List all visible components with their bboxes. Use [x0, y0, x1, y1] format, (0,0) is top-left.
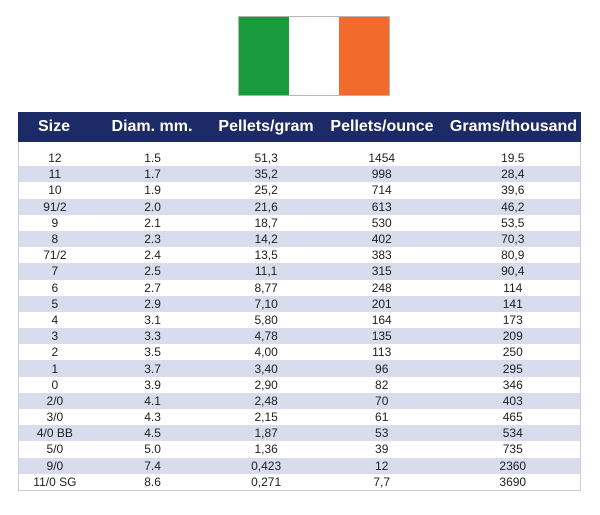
table-row [19, 458, 580, 474]
cell-pellets-per-ounce: 39 [375, 442, 389, 457]
cell-diameter: 2.5 [144, 264, 161, 279]
cell-grams-per-thousand: 346 [502, 377, 523, 392]
cell-pellets-per-gram: 25,2 [254, 183, 278, 198]
table-row [19, 296, 580, 312]
cell-pellets-per-gram: 8,77 [254, 280, 278, 295]
cell-diameter: 2.3 [144, 232, 161, 247]
cell-size: 3 [51, 329, 59, 344]
cell-pellets-per-ounce: 96 [375, 361, 389, 376]
cell-pellets-per-gram: 2,48 [254, 393, 278, 408]
table-row [19, 247, 580, 263]
cell-size: 7 [51, 264, 59, 279]
cell-pellets-per-gram: 1,87 [254, 426, 278, 441]
cell-grams-per-thousand: 209 [502, 329, 523, 344]
cell-pellets-per-ounce: 61 [375, 410, 389, 425]
header-pellets-per-gram: Pellets/gram [218, 118, 314, 135]
cell-diameter: 5.0 [144, 442, 161, 457]
cell-size: 6 [51, 280, 59, 295]
table-row [19, 166, 580, 182]
cell-size: 12 [48, 151, 62, 166]
flag-stripe-white [289, 17, 339, 95]
cell-pellets-per-gram: 7,10 [254, 296, 278, 311]
cell-diameter: 4.5 [144, 426, 161, 441]
cell-pellets-per-gram: 4,00 [254, 345, 278, 360]
cell-size: 1 [51, 361, 59, 376]
cell-diameter: 2.4 [144, 248, 161, 263]
cell-size: 2 [51, 345, 59, 360]
cell-diameter: 4.1 [144, 393, 161, 408]
cell-grams-per-thousand: 114 [503, 280, 523, 295]
cell-diameter: 2.7 [144, 280, 161, 295]
cell-grams-per-thousand: 39,6 [501, 183, 525, 198]
cell-diameter: 4.3 [144, 410, 161, 425]
table-row [19, 215, 580, 231]
table-row [19, 344, 580, 360]
cell-pellets-per-gram: 0,423 [251, 458, 282, 473]
cell-diameter: 2.9 [144, 296, 161, 311]
cell-pellets-per-ounce: 315 [371, 264, 392, 279]
cell-pellets-per-gram: 2,90 [254, 377, 278, 392]
cell-pellets-per-ounce: 53 [375, 426, 389, 441]
cell-grams-per-thousand: 3690 [499, 474, 527, 489]
table-row [19, 280, 580, 296]
cell-pellets-per-ounce: 402 [371, 232, 392, 247]
table-row [19, 231, 580, 247]
cell-pellets-per-ounce: 82 [375, 377, 389, 392]
cell-pellets-per-gram: 51,3 [254, 151, 278, 166]
cell-size: 2/0 [46, 393, 64, 408]
cell-pellets-per-ounce: 164 [371, 312, 392, 327]
cell-pellets-per-ounce: 12 [375, 458, 389, 473]
cell-grams-per-thousand: 90,4 [501, 264, 525, 279]
cell-diameter: 3.1 [144, 312, 161, 327]
cell-size: 4 [51, 312, 59, 327]
cell-size: 3/0 [46, 410, 64, 425]
table-row [19, 441, 580, 457]
cell-pellets-per-ounce: 135 [371, 329, 392, 344]
table-row [19, 425, 580, 441]
cell-pellets-per-ounce: 70 [375, 393, 389, 408]
cell-grams-per-thousand: 735 [502, 442, 523, 457]
cell-size: 9/0 [46, 458, 64, 473]
cell-pellets-per-gram: 0,271 [251, 474, 282, 489]
cell-grams-per-thousand: 465 [502, 410, 523, 425]
table-row [19, 312, 580, 328]
header-size: Size [37, 118, 70, 135]
cell-grams-per-thousand: 534 [502, 426, 523, 441]
cell-grams-per-thousand: 403 [502, 393, 523, 408]
cell-pellets-per-gram: 21,6 [254, 199, 278, 214]
cell-size: 71/2 [43, 248, 67, 263]
cell-pellets-per-ounce: 714 [371, 183, 392, 198]
header-grams-per-thousand: Grams/thousand [449, 118, 578, 135]
flag-stripe-orange [339, 17, 389, 95]
cell-pellets-per-gram: 2,15 [254, 410, 278, 425]
italian-flag [238, 16, 390, 96]
cell-size: 11 [48, 167, 62, 182]
cell-pellets-per-gram: 3,40 [254, 361, 278, 376]
cell-pellets-per-ounce: 530 [371, 215, 392, 230]
cell-diameter: 8.6 [144, 474, 161, 489]
cell-diameter: 3.3 [144, 329, 161, 344]
cell-diameter: 2.0 [144, 199, 161, 214]
cell-diameter: 3.7 [144, 361, 161, 376]
cell-diameter: 3.9 [144, 377, 161, 392]
table-row [19, 474, 580, 490]
cell-pellets-per-ounce: 113 [372, 345, 392, 360]
cell-grams-per-thousand: 2360 [499, 458, 527, 473]
cell-grams-per-thousand: 53,5 [501, 215, 525, 230]
table-row [19, 328, 580, 344]
cell-diameter: 1.9 [144, 183, 161, 198]
table-body [18, 142, 581, 491]
cell-grams-per-thousand: 141 [502, 296, 523, 311]
cell-pellets-per-gram: 14,2 [254, 232, 278, 247]
cell-pellets-per-gram: 18,7 [254, 215, 278, 230]
table-row [19, 182, 580, 198]
cell-pellets-per-ounce: 1454 [368, 151, 396, 166]
table-row [19, 360, 580, 376]
cell-pellets-per-ounce: 998 [371, 167, 392, 182]
cell-size: 5/0 [46, 442, 64, 457]
cell-pellets-per-gram: 4,78 [254, 329, 278, 344]
cell-size: 8 [51, 232, 59, 247]
table-row [19, 199, 580, 215]
cell-diameter: 1.7 [144, 167, 161, 182]
header-diameter: Diam. mm. [111, 118, 193, 135]
cell-pellets-per-ounce: 248 [371, 280, 392, 295]
cell-diameter: 2.1 [144, 215, 161, 230]
cell-grams-per-thousand: 70,3 [501, 232, 525, 247]
table-header-row [18, 112, 581, 142]
cell-diameter: 7.4 [144, 458, 161, 473]
cell-grams-per-thousand: 46,2 [501, 199, 525, 214]
cell-size: 9 [51, 215, 59, 230]
cell-diameter: 1.5 [144, 151, 161, 166]
cell-pellets-per-gram: 5,80 [254, 312, 278, 327]
cell-size: 11/0 SG [33, 474, 77, 489]
cell-size: 91/2 [43, 199, 67, 214]
cell-size: 4/0 BB [36, 426, 73, 441]
cell-pellets-per-gram: 35,2 [254, 167, 278, 182]
cell-pellets-per-ounce: 7,7 [373, 474, 391, 489]
cell-pellets-per-gram: 13,5 [254, 248, 278, 263]
cell-pellets-per-ounce: 201 [371, 296, 392, 311]
header-pellets-per-ounce: Pellets/ounce [330, 118, 434, 135]
cell-pellets-per-ounce: 383 [371, 248, 392, 263]
table-row [19, 393, 580, 409]
table-row [19, 409, 580, 425]
cell-size: 0 [51, 377, 59, 392]
cell-pellets-per-gram: 11,1 [254, 264, 278, 279]
flag-stripe-green [239, 17, 289, 95]
cell-size: 10 [48, 183, 62, 198]
table-row [19, 377, 580, 393]
cell-diameter: 3.5 [144, 345, 161, 360]
cell-grams-per-thousand: 295 [502, 361, 523, 376]
cell-grams-per-thousand: 28,4 [501, 167, 525, 182]
cell-pellets-per-ounce: 613 [371, 199, 392, 214]
table-row [19, 150, 580, 166]
table-row [19, 263, 580, 279]
cell-grams-per-thousand: 80,9 [501, 248, 525, 263]
shot-size-table [18, 112, 581, 491]
cell-grams-per-thousand: 19.5 [501, 151, 525, 166]
cell-grams-per-thousand: 173 [502, 312, 523, 327]
cell-pellets-per-gram: 1,36 [254, 442, 278, 457]
cell-grams-per-thousand: 250 [502, 345, 523, 360]
cell-size: 5 [51, 296, 59, 311]
